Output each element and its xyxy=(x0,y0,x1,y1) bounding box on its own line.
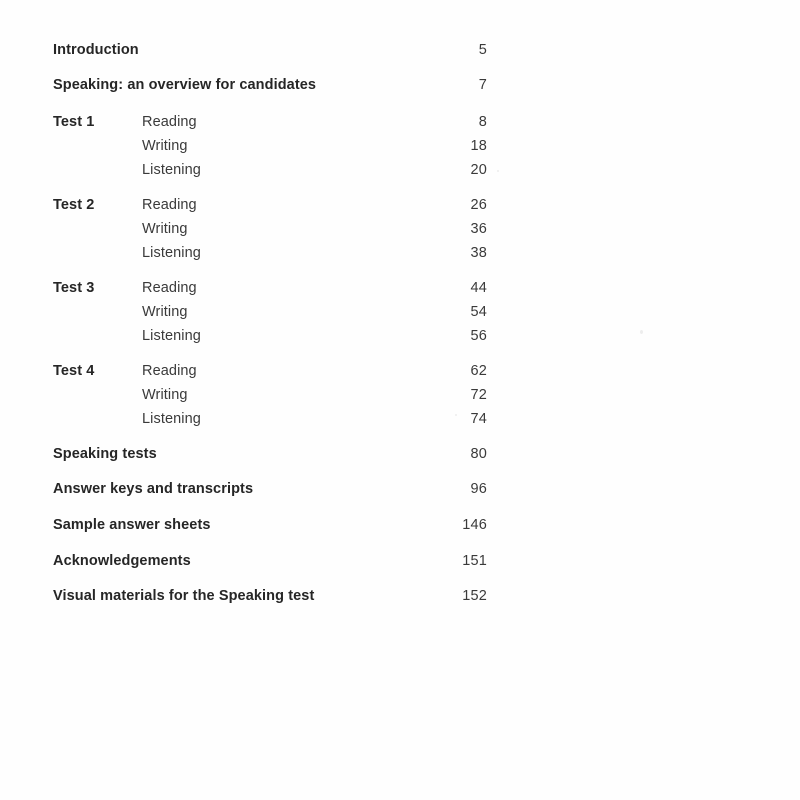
toc-entry-label: Test 2 xyxy=(53,197,95,213)
toc-entry-page-number: 72 xyxy=(470,387,487,403)
toc-entry-sublabel: Writing xyxy=(142,138,188,154)
toc-entry-sublabel: Listening xyxy=(142,162,201,178)
toc-entry-page-number: 151 xyxy=(462,553,487,569)
toc-entry[interactable] xyxy=(53,221,493,241)
toc-entry-page-number: 152 xyxy=(462,588,487,604)
toc-entry-label: Speaking: an overview for candidates xyxy=(53,77,317,93)
toc-entry-label: Speaking tests xyxy=(53,446,157,462)
toc-entry-sublabel: Writing xyxy=(142,304,188,320)
scan-speck-artifact xyxy=(497,170,499,172)
toc-entry[interactable] xyxy=(53,446,493,466)
toc-entry-page-number: 44 xyxy=(470,280,487,296)
toc-entry-page-number: 54 xyxy=(470,304,487,320)
toc-entry[interactable] xyxy=(53,553,493,573)
toc-entry-sublabel: Writing xyxy=(142,387,188,403)
toc-entry-page-number: 80 xyxy=(470,446,487,462)
toc-entry-sublabel: Reading xyxy=(142,197,197,213)
toc-entry-page-number: 56 xyxy=(470,328,487,344)
toc-entry-label: Sample answer sheets xyxy=(53,517,211,533)
toc-entry[interactable] xyxy=(53,328,493,348)
toc-entry[interactable] xyxy=(53,280,493,300)
toc-entry-sublabel: Reading xyxy=(142,363,197,379)
toc-entry-page-number: 20 xyxy=(470,162,487,178)
contents-heading-partial xyxy=(53,0,213,5)
toc-entry-page-number: 96 xyxy=(470,481,487,497)
scan-speck-artifact xyxy=(640,330,643,334)
toc-entry-label: Introduction xyxy=(53,42,139,58)
toc-entry-sublabel: Reading xyxy=(142,114,197,130)
toc-entry-sublabel: Listening xyxy=(142,411,201,427)
toc-entry-label: Test 3 xyxy=(53,280,95,296)
toc-entry-sublabel: Writing xyxy=(142,221,188,237)
toc-entry-sublabel: Listening xyxy=(142,245,201,261)
toc-entry-label: Answer keys and transcripts xyxy=(53,481,254,497)
toc-entry[interactable] xyxy=(53,42,493,62)
toc-entry-page-number: 26 xyxy=(470,197,487,213)
toc-entry-page-number: 146 xyxy=(462,517,487,533)
toc-entry[interactable] xyxy=(53,77,493,97)
toc-entry[interactable] xyxy=(53,481,493,501)
toc-entry[interactable] xyxy=(53,197,493,217)
toc-entry[interactable] xyxy=(53,138,493,158)
toc-entry[interactable] xyxy=(53,304,493,324)
toc-entry-label: Test 1 xyxy=(53,114,95,130)
toc-entry-page-number: 36 xyxy=(470,221,487,237)
toc-entry-page-number: 5 xyxy=(478,42,487,58)
toc-entry-page-number: 38 xyxy=(470,245,487,261)
toc-entry[interactable] xyxy=(53,588,493,608)
toc-entry-label: Test 4 xyxy=(53,363,95,379)
toc-entry-sublabel: Reading xyxy=(142,280,197,296)
toc-entry[interactable] xyxy=(53,162,493,182)
toc-entry[interactable] xyxy=(53,245,493,265)
toc-entry[interactable] xyxy=(53,411,493,431)
toc-entry[interactable] xyxy=(53,387,493,407)
scan-speck-artifact xyxy=(455,414,457,416)
toc-entry-label: Visual materials for the Speaking test xyxy=(53,588,315,604)
toc-entry-page-number: 7 xyxy=(478,77,487,93)
toc-entry-page-number: 18 xyxy=(470,138,487,154)
toc-entry-page-number: 8 xyxy=(478,114,487,130)
toc-entry-page-number: 62 xyxy=(470,363,487,379)
toc-entry-label: Acknowledgements xyxy=(53,553,191,569)
toc-entry-page-number: 74 xyxy=(470,411,487,427)
toc-entry-sublabel: Listening xyxy=(142,328,201,344)
toc-entry[interactable] xyxy=(53,114,493,134)
contents-heading-text xyxy=(53,0,170,1)
toc-entry[interactable] xyxy=(53,517,493,537)
toc-entry[interactable] xyxy=(53,363,493,383)
